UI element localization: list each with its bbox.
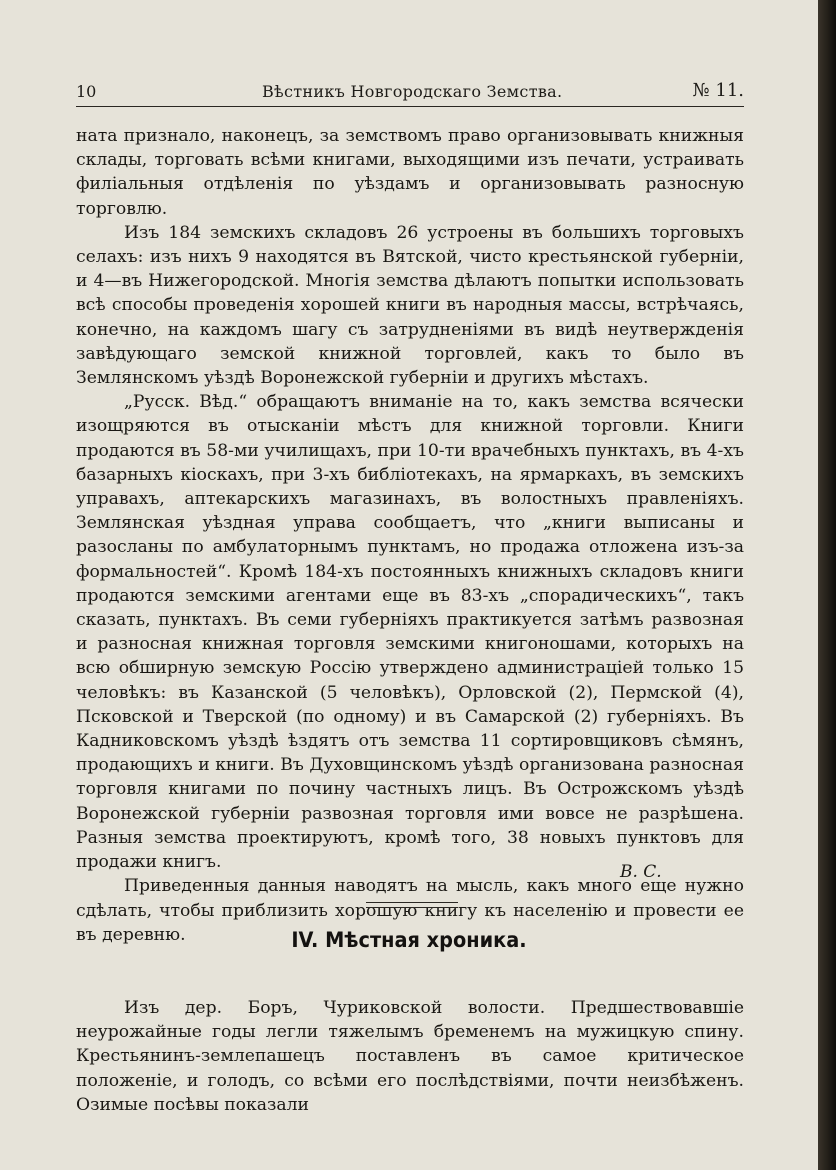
page-number: 10 [76, 82, 97, 101]
section-heading: IV. Мѣстная хроника. [291, 928, 527, 952]
chronicle-body [76, 996, 744, 1117]
chronicle-paragraph: Изъ дер. Боръ, Чуриковской волости. Предшествовавшіе неурожайные годы легли тяжелымъ бременемъ на мужицкую спину. Крестьянинъ-землепашецъ поставленъ въ самое критическое положеніе, и голодъ, со всѣми его послѣдствіями, почти неизбѣженъ. Озимые посѣвы показали [76, 998, 744, 1115]
section-separator [366, 902, 458, 908]
article-body [76, 124, 744, 947]
page-edge [818, 0, 836, 1170]
author-signature: В. С. [620, 862, 662, 882]
running-header [76, 78, 744, 106]
article-paragraph-3: „Русск. Вѣд.“ обращаютъ вниманіе на то, какъ земства всячески изощряются въ отысканіи мѣстъ для книжной торговли. Книги продаются въ 58-ми училищахъ, при 10-ти врачебныхъ пунктахъ, въ 4-хъ базарныхъ кіоскахъ, при 3-хъ библіотекахъ, на ярмаркахъ, въ земскихъ управахъ, аптекарскихъ магазинахъ, въ волостныхъ правленіяхъ. Землянская уѣздная управа сообщаетъ, что „книги выписаны и разосланы по амбулаторнымъ пунктамъ, но продажа отложена изъ-за формальностей“. Кромѣ 184-хъ постоянныхъ книжныхъ складовъ книги продаются земскими агентами еще въ 83-хъ „спорадическихъ“, такъ сказать, пунктахъ. Въ семи губерніяхъ практикуется затѣмъ развозная и разносная книжная торговля земскими книгоношами, которыхъ на всю обширную земскую Россію утверждено администраціей только 15 человѣкъ: въ Казанской (5 человѣкъ), Орловской (2), Пермской (4), Псковской и Тверской (по одному) и въ Самарской (2) губерніяхъ. Въ Кадниковскомъ уѣздѣ ѣздятъ отъ земства 11 сортировщиковъ сѣмянъ, продающихъ и книги. Въ Духовщинскомъ уѣздѣ организована разносная торговля книгами по почину частныхъ лицъ. Въ Острожскомъ уѣздѣ Воронежской губерніи развозная торговля ими вовсе не разрѣшена. Разныя земства проектируютъ, кромѣ того, 38 новыхъ пунктовъ для продажи книгъ. [76, 392, 744, 873]
header-rule [76, 106, 744, 107]
article-paragraph-2: Изъ 184 земскихъ складовъ 26 устроены въ большихъ торговыхъ селахъ: изъ нихъ 9 находятся въ Вятской, чисто крестьянской губерніи, и 4—въ Нижегородской. Многія земства дѣлаютъ попытки использовать всѣ способы проведенія хорошей книги въ народныя массы, встрѣчаясь, конечно, на каждомъ шагу съ затрудненіями въ видѣ неутвержденія завѣдующаго земской книжной торговлей, какъ то было въ Землянскомъ уѣздѣ Воронежской губерніи и другихъ мѣстахъ. [76, 222, 744, 389]
article-paragraph-4: Приведенныя данныя наводятъ на мысль, какъ много еще нужно сдѣлать, чтобы приблизить хорошую книгу къ населенію и провести ее въ деревню. [76, 876, 744, 945]
issue-number: № 11. [692, 80, 744, 101]
article-paragraph-1: ната признало, наконецъ, за земствомъ право организовывать книжныя склады, торговать всѣми книгами, выходящими изъ печати, устраивать филіальныя отдѣленія по уѣздамъ и организовывать разносную торговлю. [76, 126, 744, 219]
running-title: Вѣстникъ Новгородскаго Земства. [262, 82, 563, 101]
